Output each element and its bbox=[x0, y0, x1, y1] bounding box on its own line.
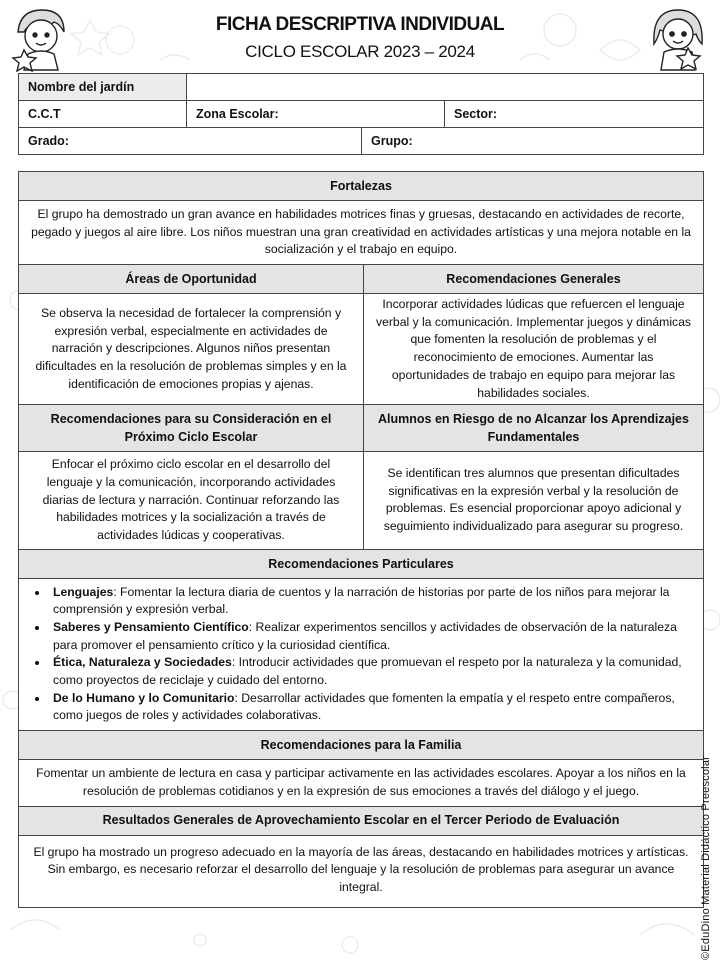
header-info-table bbox=[18, 73, 704, 155]
familia-heading: Recomendaciones para la Familia bbox=[19, 731, 704, 760]
zona-escolar-label[interactable]: Zona Escolar: bbox=[187, 101, 445, 128]
particulares-body[interactable] bbox=[19, 578, 704, 731]
nombre-jardin-field[interactable] bbox=[187, 74, 704, 101]
alumnos-riesgo-heading: Alumnos en Riesgo de no Alcanzar los Aprendizajes Fundamentales bbox=[364, 405, 704, 452]
list-item-label: De lo Humano y lo Comunitario bbox=[53, 690, 235, 705]
resultados-heading: Resultados Generales de Aprovechamiento Escolar en el Tercer Periodo de Evaluación bbox=[19, 806, 704, 835]
areas-oportunidad-text[interactable]: Se observa la necesidad de fortalecer la comprensión y expresión verbal, especialmente en actividades de narración y descripciones. Algunos niños presentan dificultades en la resolución de problemas simples y en la identificación de emociones propias y ajenas. bbox=[19, 294, 364, 405]
nombre-jardin-label: Nombre del jardín bbox=[19, 74, 187, 101]
alumnos-riesgo-text[interactable]: Se identifican tres alumnos que presentan dificultades significativas en la expresión verbal y la resolución de problemas. Es esencial proporcionar apoyo adicional y seguimiento individualizado para asegurar su progreso. bbox=[364, 452, 704, 549]
list-item-label: Lenguajes bbox=[53, 584, 114, 599]
list-item bbox=[49, 584, 693, 619]
fortalezas-text[interactable]: El grupo ha demostrado un gran avance en habilidades motrices finas y gruesas, destacando en actividades de recorte, pegado y juegos al aire libre. Los niños muestran una gran creatividad en actividades artísticas y una mejora notable en la socialización y el trabajo en equipo. bbox=[19, 201, 704, 265]
proximo-ciclo-text[interactable]: Enfocar el próximo ciclo escolar en el desarrollo del lenguaje y la comunicación, incorporando actividades diarias de lectura y narración. Continuar reforzando las habilidades motrices y la socialización a través de actividades lúdicas y cooperativas. bbox=[19, 452, 364, 549]
list-item-text: : Introducir actividades que promuevan el respeto por la naturaleza y la comunidad, como proyectos de reciclaje y cuidado del entorno. bbox=[53, 655, 682, 688]
list-item-text: : Realizar experimentos sencillos y actividades de observación de la naturaleza para promover el pensamiento crítico y la curiosidad científica. bbox=[53, 620, 677, 652]
document-title: FICHA DESCRIPTIVA INDIVIDUAL bbox=[215, 14, 505, 35]
recomendaciones-generales-text[interactable]: Incorporar actividades lúdicas que refuercen el lenguaje verbal y la comunicación. Implementar juegos y dinámicas que fomenten la resolución de problemas y el reconocimiento de emociones. Aumentar las oportunidades de trabajo en equipo para mejorar las habilidades sociales. bbox=[364, 294, 704, 405]
list-item-label: Saberes y Pensamiento Científico bbox=[53, 620, 249, 634]
grado-label[interactable]: Grado: bbox=[19, 128, 362, 155]
list-item bbox=[49, 690, 693, 725]
familia-text[interactable]: Fomentar un ambiente de lectura en casa y participar activamente en las actividades escolares. Apoyar a los niños en la resolución de problemas cotidianos y en la expresión de sus emociones a través del diálogo y el juego. bbox=[19, 760, 704, 806]
header-row-nombre bbox=[19, 74, 704, 101]
areas-oportunidad-heading: Áreas de Oportunidad bbox=[19, 265, 364, 294]
grupo-label[interactable]: Grupo: bbox=[362, 128, 704, 155]
list-item bbox=[49, 619, 693, 654]
resultados-text[interactable]: El grupo ha mostrado un progreso adecuado en la mayoría de las áreas, destacando en habilidades motrices y artísticas. Sin embargo, es necesario reforzar el desarrollo del lenguaje y la resolución de problemas para asegurar un avance integral. bbox=[19, 835, 704, 907]
particulares-list bbox=[23, 584, 693, 726]
header-row-grado bbox=[19, 128, 704, 155]
cct-label[interactable]: C.C.T bbox=[19, 101, 187, 128]
recomendaciones-generales-heading: Recomendaciones Generales bbox=[364, 265, 704, 294]
particulares-heading: Recomendaciones Particulares bbox=[19, 549, 704, 578]
title-block bbox=[0, 10, 720, 62]
list-item bbox=[49, 654, 693, 689]
list-item-text: : Fomentar la lectura diaria de cuentos y la narración de historias por parte de los niños para mejorar la comprensión y expresión verbal. bbox=[53, 584, 670, 617]
document-subtitle: CICLO ESCOLAR 2023 – 2024 bbox=[245, 42, 475, 61]
header-row-cct bbox=[19, 101, 704, 128]
sector-label[interactable]: Sector: bbox=[445, 101, 704, 128]
list-item-text: : Desarrollar actividades que fomenten la empatía y el respeto entre compañeros, como juegos de roles y actividades colaborativas. bbox=[53, 690, 675, 723]
fortalezas-heading: Fortalezas bbox=[19, 172, 704, 201]
main-report-table bbox=[18, 171, 704, 908]
list-item-label: Ética, Naturaleza y Sociedades bbox=[53, 655, 232, 670]
copyright-watermark: ©EduDino Material Didáctico Preescolar bbox=[700, 755, 712, 960]
proximo-ciclo-heading: Recomendaciones para su Consideración en el Próximo Ciclo Escolar bbox=[19, 405, 364, 452]
